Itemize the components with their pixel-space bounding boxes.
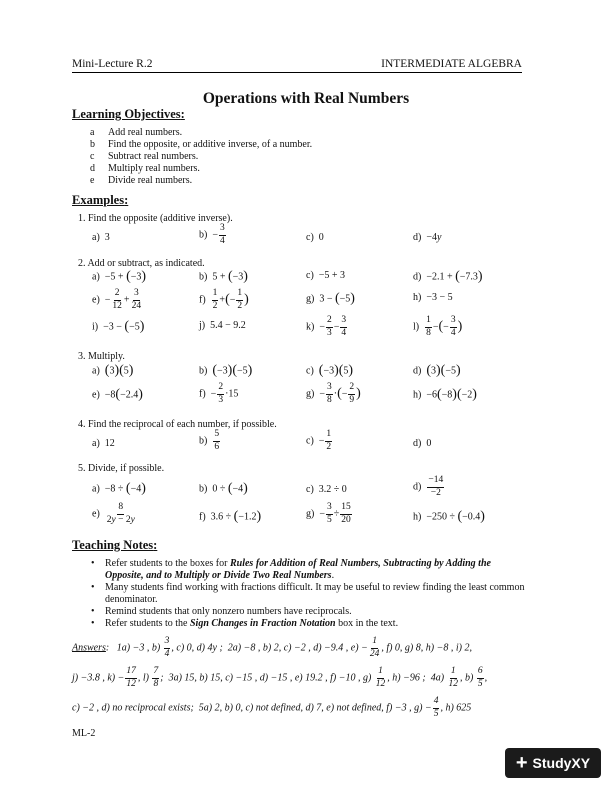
q5-e: e) $\frac{8}{2y - 2y}$ xyxy=(92,502,135,525)
objective-a: a Add real numbers. xyxy=(90,127,183,138)
teaching-note-1: Refer students to the boxes for Rules for Addition of Real Numbers, Subtracting by Adding the Opposite, and to Multiply or Divide Two Real Numbers. xyxy=(105,558,491,581)
objectives-heading: Learning Objectives: xyxy=(72,107,185,121)
q3-b: b) (−3)(−5) xyxy=(199,363,253,378)
q1-b: b) − $\frac{3}{4}$ xyxy=(199,223,225,246)
q4-b: b) $\frac{5}{6}$ xyxy=(199,429,220,452)
answers-line-3: c) −2 , d) no reciprocal exists; 5a) 2, b) 0, c) not defined, d) 7, e) not defined, f) −3 , g) − $\frac{4}{5}$ , h) 625 xyxy=(72,696,472,719)
q4-c: c) − $\frac{1}{2}$ xyxy=(306,429,332,452)
q2-d: d) −2.1 + (−7.3) xyxy=(413,269,483,284)
teaching-note-2: Many students find working with fractions difficult. It may be useful to review finding the least common denominator. xyxy=(105,582,525,605)
q3-c: c) (−3)(5) xyxy=(306,363,354,378)
question-5: 5. Divide, if possible. xyxy=(78,463,165,474)
q2-h: h) −3 − 5 xyxy=(413,292,453,303)
question-3: 3. Multiply. xyxy=(78,351,125,362)
q4-d: d) 0 xyxy=(413,438,432,449)
page-number: ML-2 xyxy=(72,728,96,739)
q1-c: c) 0 xyxy=(306,232,324,243)
q2-b: b) 5 + (−3) xyxy=(199,269,248,284)
q5-c: c) 3.2 ÷ 0 xyxy=(306,484,347,495)
q5-a: a) −8 ÷ (−4) xyxy=(92,481,146,496)
q1-a: a) 3 xyxy=(92,232,110,243)
q5-d: d) $\frac{-14}{-2}$ xyxy=(413,475,444,498)
objective-b: b Find the opposite, or additive inverse, of a number. xyxy=(90,139,313,150)
examples-heading: Examples: xyxy=(72,193,129,207)
objective-e: e Divide real numbers. xyxy=(90,175,193,186)
q3-f: f) − $\frac{2}{3}$ ·15 xyxy=(199,382,239,405)
teaching-notes-heading: Teaching Notes: xyxy=(72,538,158,552)
teaching-note-3: Remind students that only nonzero numbers have reciprocals. xyxy=(105,606,352,617)
q3-d: d) (3)(−5) xyxy=(413,363,461,378)
q5-f: f) 3.6 ÷ (−1.2) xyxy=(199,509,262,524)
question-1: 1. Find the opposite (additive inverse). xyxy=(78,213,233,224)
answers-line-2: j) −3.8 , k) − $\frac{17}{12}$ , l) $\frac{7}{8}$ ; 3a) 15, b) 15, c) −15 , d) −15 , e) 19.2 , f) −10 , g) $\frac{1}{12}$ , h) −96 ; 4a) $\frac{1}{12}$ , b) $\frac{6}{5}$ , xyxy=(72,666,488,689)
q2-i: i) −3 − (−5) xyxy=(92,319,145,334)
q4-a: a) 12 xyxy=(92,438,115,449)
q3-e: e) −8(−2.4) xyxy=(92,387,143,402)
q2-g: g) 3 − (−5) xyxy=(306,291,355,306)
objective-c: c Subtract real numbers. xyxy=(90,151,199,162)
studyxy-logo[interactable]: + StudyXY xyxy=(505,748,601,778)
q2-a: a) −5 + (−3) xyxy=(92,269,147,284)
q2-e: e) − $\frac{2}{12}$ + $\frac{3}{24}$ xyxy=(92,288,142,311)
question-4: 4. Find the reciprocal of each number, if possible. xyxy=(78,419,277,430)
q5-h: h) −250 ÷ (−0.4) xyxy=(413,509,485,524)
header-rule xyxy=(72,72,522,73)
question-2: 2. Add or subtract, as indicated. xyxy=(78,258,205,269)
bullet-icon: • xyxy=(91,582,95,593)
page-title: Operations with Real Numbers xyxy=(202,90,410,107)
q1-d: d) −4y xyxy=(413,232,442,243)
plus-icon: + xyxy=(515,752,528,774)
q5-b: b) 0 ÷ (−4) xyxy=(199,481,248,496)
bullet-icon: • xyxy=(91,558,95,569)
q5-g: g) − $\frac{3}{5}$ ÷ $\frac{15}{20}$ xyxy=(306,502,351,525)
q3-h: h) −6(−8)(−2) xyxy=(413,387,477,402)
q2-f: f) $\frac{1}{2}$ +(− $\frac{1}{2}$ ) xyxy=(199,288,249,311)
teaching-note-4: Refer students to the Sign Changes in Fraction Notation box in the text. xyxy=(105,618,399,629)
header-right: INTERMEDIATE ALGEBRA xyxy=(381,58,522,70)
bullet-icon: • xyxy=(91,618,95,629)
objective-d: d Multiply real numbers. xyxy=(90,163,200,174)
answers-line-1: Answers: 1a) −3 , b) $\frac{3}{4}$ , c) 0, d) 4y ; 2a) −8 , b) 2, c) −2 , d) −9.4 , e) − $\frac{1}{24}$ , f) 0, g) 8, h) −8 , i) 2, xyxy=(72,636,472,659)
q2-j: j) 5.4 − 9.2 xyxy=(199,320,246,331)
header-left: Mini-Lecture R.2 xyxy=(72,58,153,70)
q3-a: a) (3)(5) xyxy=(92,363,134,378)
q2-k: k) − $\frac{2}{3}$ − $\frac{3}{4}$ xyxy=(306,315,347,338)
q2-c: c) −5 + 3 xyxy=(306,270,346,281)
q3-g: g) − $\frac{3}{8}$ ·(− $\frac{2}{9}$ ) xyxy=(306,382,361,405)
bullet-icon: • xyxy=(91,606,95,617)
q2-l: l) $\frac{1}{8}$ −(− $\frac{3}{4}$ ) xyxy=(413,315,463,338)
